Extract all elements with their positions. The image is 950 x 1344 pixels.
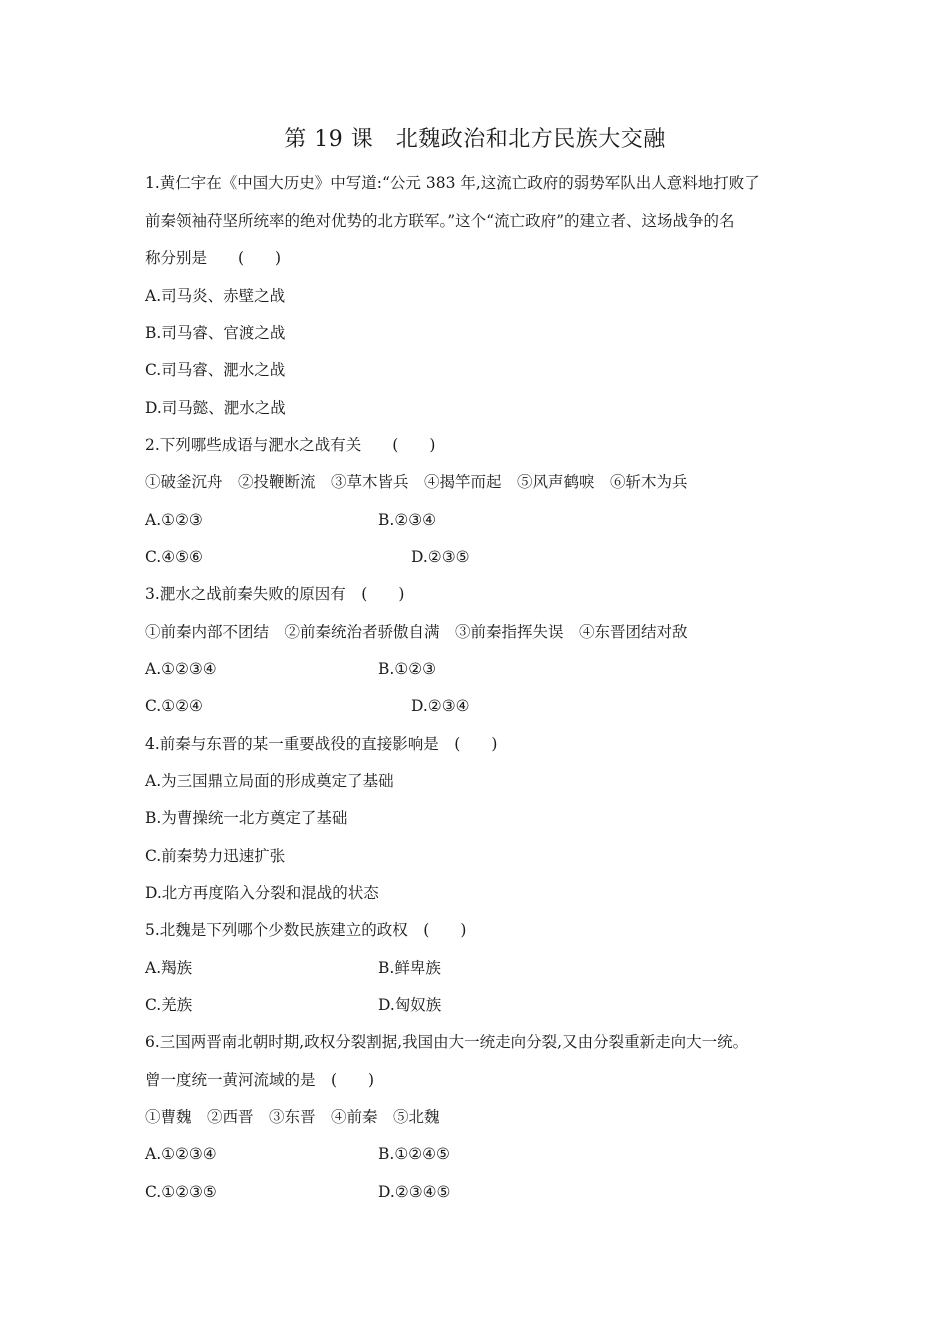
- q6-stem-line-1: 6.三国两晋南北朝时期,政权分裂割据,我国由大一统走向分裂,又由分裂重新走向大一统。: [145, 1033, 749, 1051]
- q5-option-b: B.鲜卑族: [378, 959, 441, 977]
- q6-option-a: A.①②③④: [145, 1145, 217, 1163]
- q3-option-a: A.①②③④: [145, 660, 217, 678]
- q1-stem-line-1: 1.黄仁宇在《中国大历史》中写道:“公元 383 年,这流亡政府的弱势军队出人意料地打败了: [145, 174, 760, 192]
- q3-option-b: B.①②③: [378, 660, 437, 678]
- q1-option-d: D.司马懿、淝水之战: [145, 399, 286, 417]
- q5-option-a: A.羯族: [145, 959, 193, 977]
- q4-option-d: D.北方再度陷入分裂和混战的状态: [145, 884, 379, 902]
- q5-stem: 5.北魏是下列哪个少数民族建立的政权 ( ): [145, 921, 467, 939]
- page-title: 第 19 课 北魏政治和北方民族大交融: [284, 127, 666, 152]
- q6-option-b: B.①②④⑤: [378, 1145, 450, 1163]
- q2-stem: 2.下列哪些成语与淝水之战有关 ( ): [145, 436, 436, 454]
- q2-option-a: A.①②③: [145, 511, 203, 529]
- q6-stem-line-2: 曾一度统一黄河流域的是 ( ): [145, 1071, 375, 1089]
- q1-option-a: A.司马炎、赤壁之战: [145, 287, 286, 305]
- q1-stem-line-3: 称分别是 ( ): [145, 249, 282, 267]
- q4-stem: 4.前秦与东晋的某一重要战役的直接影响是 ( ): [145, 735, 498, 753]
- q6-items: ①曹魏 ②西晋 ③东晋 ④前秦 ⑤北魏: [145, 1108, 440, 1126]
- q6-option-d: D.②③④⑤: [378, 1183, 451, 1201]
- q5-option-c: C.羌族: [145, 996, 193, 1014]
- q6-option-c: C.①②③⑤: [145, 1183, 217, 1201]
- q2-items: ①破釜沉舟 ②投鞭断流 ③草木皆兵 ④揭竿而起 ⑤风声鹤唳 ⑥斩木为兵: [145, 473, 688, 491]
- q2-option-b: B.②③④: [378, 511, 437, 529]
- q3-stem: 3.淝水之战前秦失败的原因有 ( ): [145, 585, 405, 603]
- q5-option-d: D.匈奴族: [378, 996, 442, 1014]
- q3-option-c: C.①②④: [145, 697, 203, 715]
- q3-option-d: D.②③④: [411, 697, 470, 715]
- q2-option-d: D.②③⑤: [411, 548, 470, 566]
- q4-option-a: A.为三国鼎立局面的形成奠定了基础: [145, 772, 394, 790]
- q3-items: ①前秦内部不团结 ②前秦统治者骄傲自满 ③前秦指挥失误 ④东晋团结对敌: [145, 623, 688, 641]
- q1-option-c: C.司马睿、淝水之战: [145, 361, 286, 379]
- q2-option-c: C.④⑤⑥: [145, 548, 203, 566]
- q1-stem-line-2: 前秦领袖苻坚所统率的绝对优势的北方联军。”这个“流亡政府”的建立者、这场战争的名: [145, 212, 735, 230]
- q4-option-b: B.为曹操统一北方奠定了基础: [145, 809, 348, 827]
- q4-option-c: C.前秦势力迅速扩张: [145, 847, 286, 865]
- q1-option-b: B.司马睿、官渡之战: [145, 324, 286, 342]
